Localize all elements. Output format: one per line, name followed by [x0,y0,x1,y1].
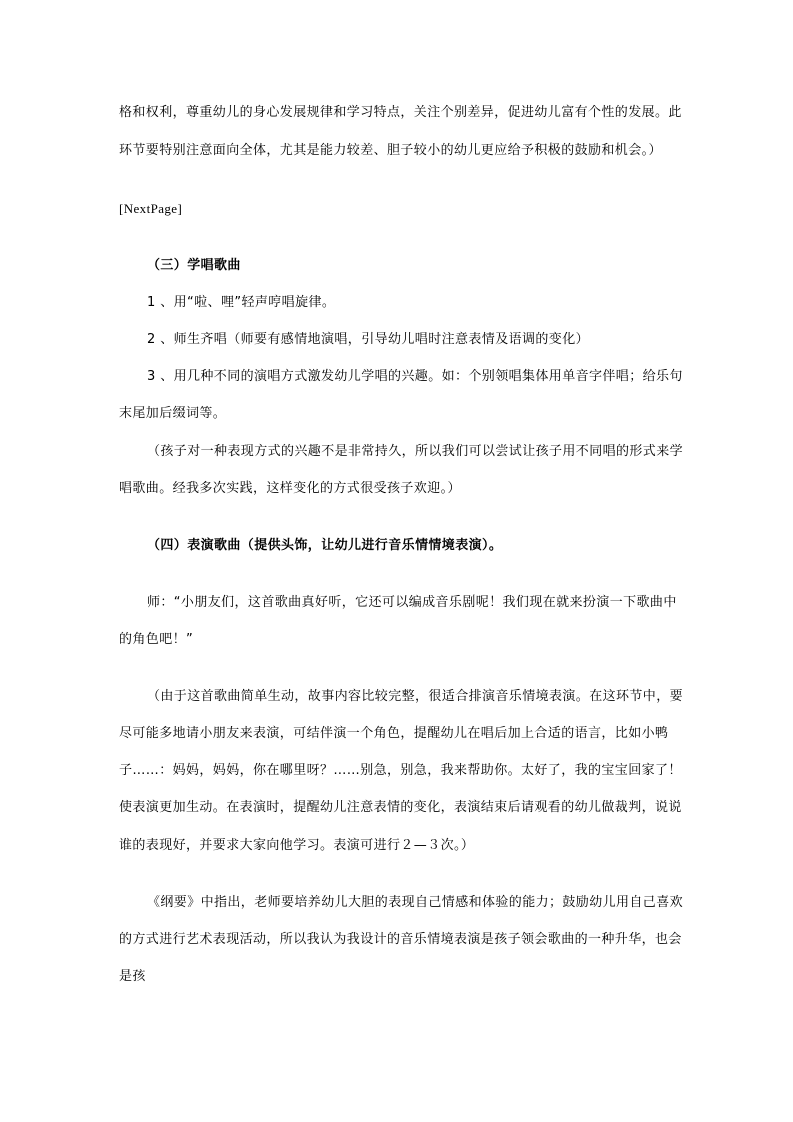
note-paragraph: （孩子对一种表现方式的兴趣不是非常持久，所以我们可以尝试让孩子用不同唱的形式来学 [147,444,684,459]
next-page-marker: [NextPage] [119,201,183,216]
teacher-quote-continued: 的角色吧！” [119,632,194,647]
paragraph-line: 环节要特别注意面向全体，尤其是能力较差、胆子较小的幼儿更应给予积极的鼓励和机会。） [119,143,662,158]
list-item-2: 2 、师生齐唱（师要有感情地演唱，引导幼儿唱时注意表情及语调的变化） [147,332,590,347]
list-item-3-continued: 末尾加后缀词等。 [119,406,227,421]
list-item-3: 3 、用几种不同的演唱方式激发幼儿学唱的兴趣。如：个别领唱集体用单音字伴唱；给乐句 [147,369,683,384]
list-item-1: 1 、用“啦、哩”轻声哼唱旋律。 [147,295,336,310]
note-paragraph: （由于这首歌曲简单生动，故事内容比较完整，很适合排演音乐情境表演。在这环节中，要 [147,689,684,704]
section-heading-4: （四）表演歌曲（提供头饰，让幼儿进行音乐情情境表演）。 [147,538,503,553]
note-paragraph-continued: 使表演更加生动。在表演时，提醒幼儿注意表情的变化，表演结束后请观看的幼儿做裁判，说说 [119,800,682,815]
paragraph-line: 格和权利，尊重幼儿的身心发展规律和学习特点，关注个别差异，促进幼儿富有个性的发展。此 [119,105,682,120]
teacher-quote: 师：“小朋友们，这首歌曲真好听，它还可以编成音乐剧呢！我们现在就来扮演一下歌曲中 [147,595,677,610]
guideline-paragraph-continued: 的方式进行艺术表现活动，所以我认为我设计的音乐情境表演是孩子领会歌曲的一种升华，也会 [119,932,682,947]
note-paragraph-continued: 谁的表现好，并要求大家向他学习。表演可进行２—３次。） [119,838,475,853]
guideline-paragraph: 《纲要》中指出，老师要培养幼儿大胆的表现自己情感和体验的能力；鼓励幼儿用自己喜欢 [147,895,684,910]
guideline-paragraph-continued: 是孩 [119,969,146,984]
note-paragraph-continued: 唱歌曲。经我多次实践，这样变化的方式很受孩子欢迎。） [119,481,461,496]
note-paragraph-continued: 尽可能多地请小朋友来表演，可结伴演一个角色，提醒幼儿在唱后加上合适的语言，比如小鸭 [119,726,669,741]
section-heading-3: （三）学唱歌曲 [147,258,241,273]
note-paragraph-continued: 子……：妈妈，妈妈，你在哪里呀？……别急，别急，我来帮助你。太好了，我的宝宝回家了！ [119,763,682,778]
